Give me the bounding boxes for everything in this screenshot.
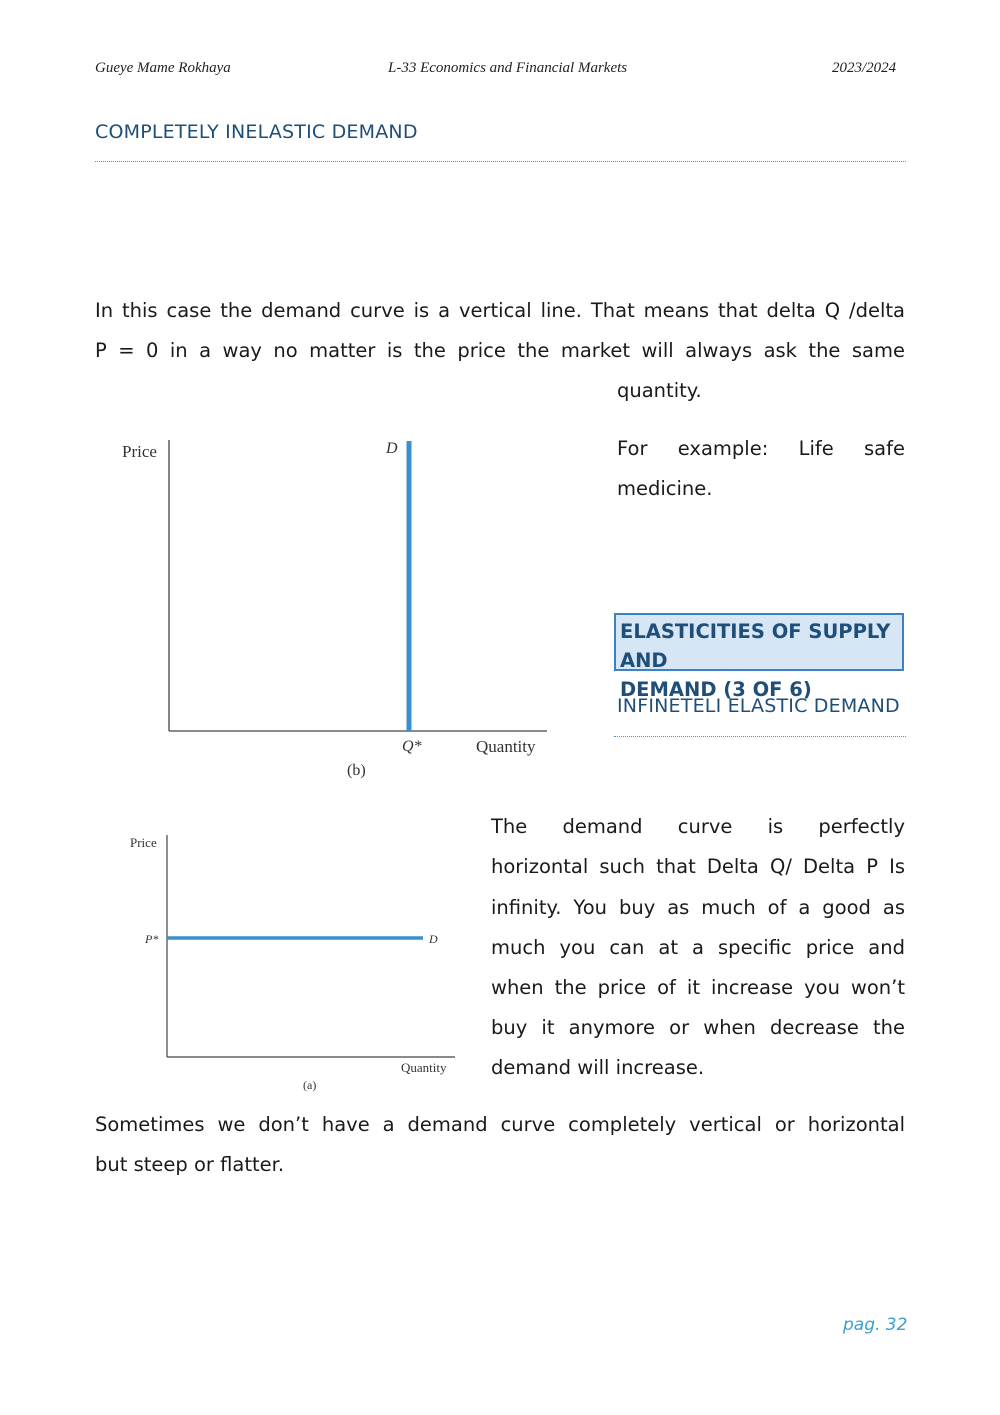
section-divider <box>95 161 906 162</box>
y-axis-label: Price <box>122 442 157 461</box>
closing-line: but steep or flatter. <box>95 1153 285 1176</box>
paragraph-line: buy it anymore or when decrease the <box>491 1016 905 1039</box>
figure-caption: (a) <box>303 1078 317 1092</box>
paragraph-line: The demand curve is perfectly <box>491 815 905 838</box>
y-axis-label: Price <box>130 835 157 850</box>
q-star-label: Q* <box>402 738 422 755</box>
example-line: medicine. <box>617 477 713 500</box>
box-title-line: DEMAND (3 OF 6) <box>620 678 812 701</box>
figure-elastic-demand <box>110 825 470 1100</box>
subtitle-infinite-elastic: INFINETELI ELASTIC DEMAND <box>617 695 900 717</box>
header-year: 2023/2024 <box>832 60 897 76</box>
paragraph-line: horizontal such that Delta Q/ Delta P Is <box>491 855 905 878</box>
subtitle-divider <box>614 736 906 737</box>
header-author: Gueye Mame Rokhaya <box>95 60 231 76</box>
paragraph-line: P = 0 in a way no matter is the price the market will always ask the same <box>95 339 905 362</box>
figure-caption: (b) <box>347 762 366 779</box>
section-title-inelastic: COMPLETELY INELASTIC DEMAND <box>95 121 418 143</box>
curve-label: D <box>429 932 438 946</box>
paragraph-line: demand will increase. <box>491 1056 705 1079</box>
figure-inelastic-demand <box>110 430 560 785</box>
paragraph-line: In this case the demand curve is a vertical line. That means that delta Q /delta <box>95 299 905 322</box>
x-axis-label: Quantity <box>401 1060 447 1075</box>
header-course: L-33 Economics and Financial Markets <box>388 60 628 76</box>
curve-label: D <box>386 440 398 457</box>
closing-line: Sometimes we don’t have a demand curve completely vertical or horizontal <box>95 1113 905 1136</box>
p-star-label: P* <box>145 932 159 946</box>
box-title-line: ELASTICITIES OF SUPPLY AND <box>620 620 891 672</box>
paragraph-line: much you can at a specific price and <box>491 936 905 959</box>
paragraph-line: quantity. <box>617 379 702 402</box>
example-line: For example: Life safe <box>617 437 905 460</box>
section-title-elasticities <box>614 613 904 701</box>
paragraph-line: when the price of it increase you won’t <box>491 976 905 999</box>
page-number: pag. 32 <box>843 1315 908 1335</box>
x-axis-label: Quantity <box>476 737 536 756</box>
paragraph-line: infinity. You buy as much of a good as <box>491 896 905 919</box>
